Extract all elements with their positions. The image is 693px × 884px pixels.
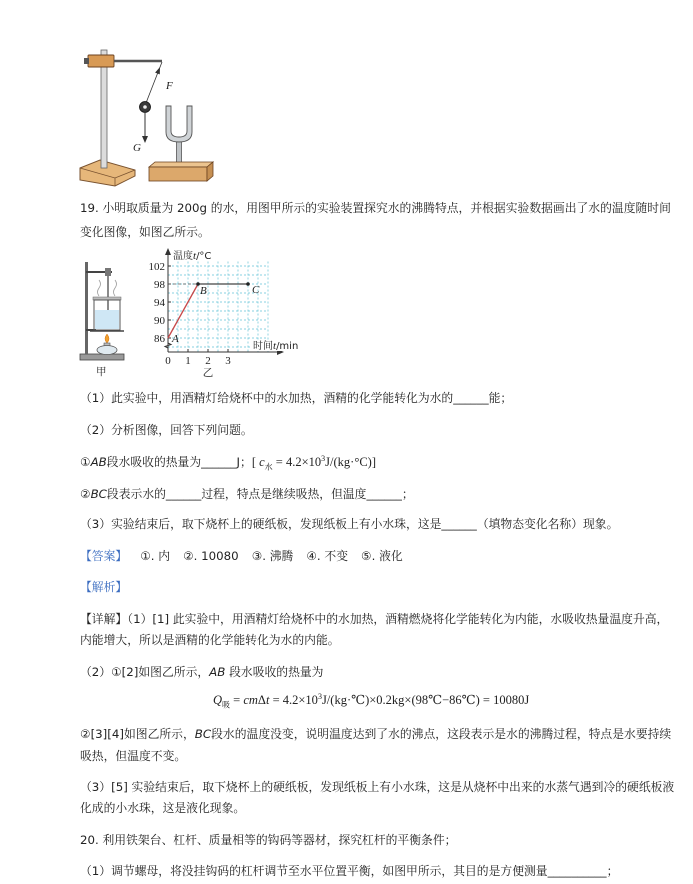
formula-tail: J/(kg·°C)] bbox=[325, 455, 376, 469]
q20-part-1 bbox=[80, 863, 618, 879]
q19-part-3 bbox=[80, 516, 618, 532]
formula-q-subscript: 吸 bbox=[222, 700, 231, 710]
stand-clamp bbox=[88, 55, 114, 67]
data-point-c bbox=[246, 282, 250, 286]
answer-item: ③. 沸腾 bbox=[251, 549, 294, 563]
sub-number: ① bbox=[80, 455, 91, 469]
fork-base-front bbox=[149, 167, 207, 181]
x-axis-label-part-2: /min bbox=[276, 341, 299, 352]
detail-p3-line-1 bbox=[80, 726, 671, 742]
y-axis-label bbox=[173, 249, 211, 262]
thermometer-clamp bbox=[105, 268, 111, 276]
part-1-text: （1）此实验中，用酒精灯给烧杯中的水加热，酒精的化学能转化为水的 bbox=[80, 391, 454, 405]
point-label-b: B bbox=[200, 285, 207, 297]
y-axis-label-part-2: /°C bbox=[196, 251, 212, 262]
answer-blank: __________ bbox=[547, 864, 607, 878]
figure-ball-and-tuning-fork bbox=[80, 50, 213, 186]
specific-heat-formula bbox=[251, 453, 376, 472]
detail-p3-pre: ②[3][4]如图乙所示， bbox=[80, 727, 195, 741]
gravity-arrowhead bbox=[142, 136, 148, 143]
point-label-c: C bbox=[252, 284, 260, 296]
sub-2-end: ； bbox=[401, 487, 414, 501]
fork-base-top bbox=[149, 162, 213, 167]
q19-subquestion-2 bbox=[80, 486, 414, 502]
answer-blank: ______ bbox=[201, 455, 237, 469]
formula-exponent: 3 bbox=[317, 691, 322, 701]
y-tick-label: 94 bbox=[154, 297, 165, 309]
tuning-fork-stem bbox=[177, 142, 182, 164]
point-label-a: A bbox=[172, 333, 179, 345]
detail-p2 bbox=[80, 664, 323, 680]
stand-rod bbox=[101, 50, 107, 168]
formula-c: c bbox=[259, 455, 265, 469]
beaker-water bbox=[95, 310, 119, 329]
pith-ball-highlight bbox=[143, 105, 147, 109]
q19-subquestion-1 bbox=[80, 454, 376, 470]
x-axis-label-part-0: 时间 bbox=[253, 341, 273, 352]
formula-q: Q bbox=[213, 693, 223, 707]
segment-bc: BC bbox=[194, 727, 212, 741]
formula-mid: = 4.2×10 bbox=[272, 455, 322, 469]
detail-p2-post: 段水吸收的热量为 bbox=[225, 665, 324, 679]
tuning-fork-tines bbox=[166, 106, 192, 142]
x-axis-label-part-1: t bbox=[273, 340, 277, 352]
q20-stem: 20. 利用铁架台、杠杆、质量相等的钩码等器材，探究杠杆的平衡条件； bbox=[80, 833, 457, 847]
gravity-g-label: G bbox=[133, 142, 141, 154]
sub-number: ② bbox=[80, 487, 91, 501]
q20-part-1-text: （1）调节螺母，将没挂钩码的杠杆调节至水平位置平衡，如图甲所示，其目的是方便测量 bbox=[80, 864, 548, 878]
figure-yi-caption: 乙 bbox=[202, 367, 214, 379]
y-axis-arrowhead bbox=[165, 248, 171, 255]
figures-layer bbox=[0, 0, 693, 390]
detail-p1-text: （1）[1] 此实验中，用酒精灯给烧杯中的水加热，酒精燃烧将化学能转化为内能，水吸收热量温度升高， bbox=[127, 612, 669, 626]
segment-ab: AB bbox=[90, 455, 107, 469]
detail-p2-pre: （2）①[2]如图乙所示， bbox=[80, 665, 210, 679]
figure-jia-caption: 甲 bbox=[96, 366, 107, 378]
sub-2-text: 段表示水的 bbox=[106, 487, 166, 501]
answer-item: ②. 10080 bbox=[183, 549, 239, 563]
flame-icon bbox=[105, 334, 109, 343]
answer-blank: ______ bbox=[441, 517, 477, 531]
q19-part-1 bbox=[80, 390, 512, 406]
answer-blank: ______ bbox=[165, 487, 202, 501]
x-axis-label bbox=[253, 339, 298, 352]
detail-p4-line-1: （3）[5] 实验结束后，取下烧杯上的硬纸板，发现纸板上有小水珠，这是从烧杯中出来的水蒸气遇到冷的硬纸板液 bbox=[80, 780, 675, 794]
q19-stem-line-1: 19. 小明取质量为 200g 的水，用图甲所示的实验装置探究水的沸腾特点，并根据实验数据画出了水的温度随时间 bbox=[80, 201, 671, 215]
detail-p3-line-2: 吸热，但温度不变。 bbox=[80, 749, 187, 763]
x-tick-label: 2 bbox=[205, 355, 211, 367]
figure-jia-apparatus bbox=[80, 262, 124, 378]
q19-stem-line-2: 变化图像，如图乙所示。 bbox=[80, 225, 210, 239]
formula-t: t bbox=[265, 693, 270, 707]
detail-p4-line-2: 化成的小水珠，这是液化现象。 bbox=[80, 801, 246, 815]
segment-ab: AB bbox=[209, 665, 226, 679]
analysis-tag: 【解析】 bbox=[80, 580, 128, 594]
formula-exponent: 3 bbox=[321, 453, 326, 463]
force-f-arrowhead bbox=[155, 67, 160, 74]
y-axis-label-part-0: 温度 bbox=[173, 251, 193, 262]
q20-part-1-end: ； bbox=[606, 864, 619, 878]
x-tick-label: 1 bbox=[185, 355, 191, 367]
sub-1-text: 段水吸收的热量为 bbox=[106, 455, 202, 469]
formula-rest-2: J/(kg·℃)×0.2kg×(98℃−86℃) = 10080J bbox=[321, 693, 530, 707]
y-tick-label: 98 bbox=[154, 279, 165, 291]
formula-delta: Δ bbox=[257, 693, 266, 707]
answer-blank: ______ bbox=[453, 391, 489, 405]
part-3-text: （3）实验结束后，取下烧杯上的硬纸板，发现纸板上有小水珠，这是 bbox=[80, 517, 442, 531]
sub-1-unit: J； bbox=[236, 455, 252, 469]
x-tick-label: 3 bbox=[225, 355, 231, 367]
answer-item: ①. 内 bbox=[140, 549, 171, 563]
segment-bc: BC bbox=[90, 487, 107, 501]
answer-tag: 【答案】 bbox=[80, 549, 128, 563]
iron-stand-rod bbox=[85, 262, 88, 354]
formula-rest-1: = 4.2×10 bbox=[269, 693, 318, 707]
y-tick-label: 90 bbox=[154, 315, 165, 327]
y-tick-label: 102 bbox=[148, 261, 165, 273]
y-axis-label-part-1: t bbox=[193, 250, 197, 262]
part-1-end: 能； bbox=[488, 391, 513, 405]
y-tick-label: 86 bbox=[154, 333, 165, 345]
formula-bracket-open: [ bbox=[251, 455, 256, 469]
formula-cm: cm bbox=[243, 693, 258, 707]
detail-p1-line-2: 内能增大，所以是酒精的化学能转化为水的内能。 bbox=[80, 633, 340, 647]
sub-2-mid: 过程，特点是继续吸热，但温度 bbox=[201, 487, 367, 501]
alcohol-lamp bbox=[97, 346, 117, 355]
detail-p1-line-1 bbox=[80, 611, 668, 627]
iron-stand-base bbox=[80, 354, 124, 360]
detail-tag: 【详解】 bbox=[80, 612, 128, 626]
answer-line bbox=[80, 548, 403, 564]
force-f-label: F bbox=[166, 80, 173, 92]
answer-item: ⑤. 液化 bbox=[361, 549, 403, 563]
q19-part-2: （2）分析图像，回答下列问题。 bbox=[80, 423, 253, 437]
detail-p3-post: 段水的温度没变，说明温度达到了水的沸点，这段表示是水的沸腾过程，特点是水要持续 bbox=[211, 727, 672, 741]
heat-formula bbox=[213, 692, 529, 708]
clamp-knob bbox=[84, 58, 89, 64]
formula-c-subscript: 水 bbox=[264, 462, 273, 472]
answer-item: ④. 不变 bbox=[306, 549, 349, 563]
answer-blank: ______ bbox=[366, 487, 402, 501]
x-tick-label: 0 bbox=[165, 355, 171, 367]
formula-eq: = bbox=[230, 693, 244, 707]
figure-yi-graph bbox=[149, 248, 301, 379]
part-3-end: （填物态变化名称）现象。 bbox=[476, 517, 619, 531]
